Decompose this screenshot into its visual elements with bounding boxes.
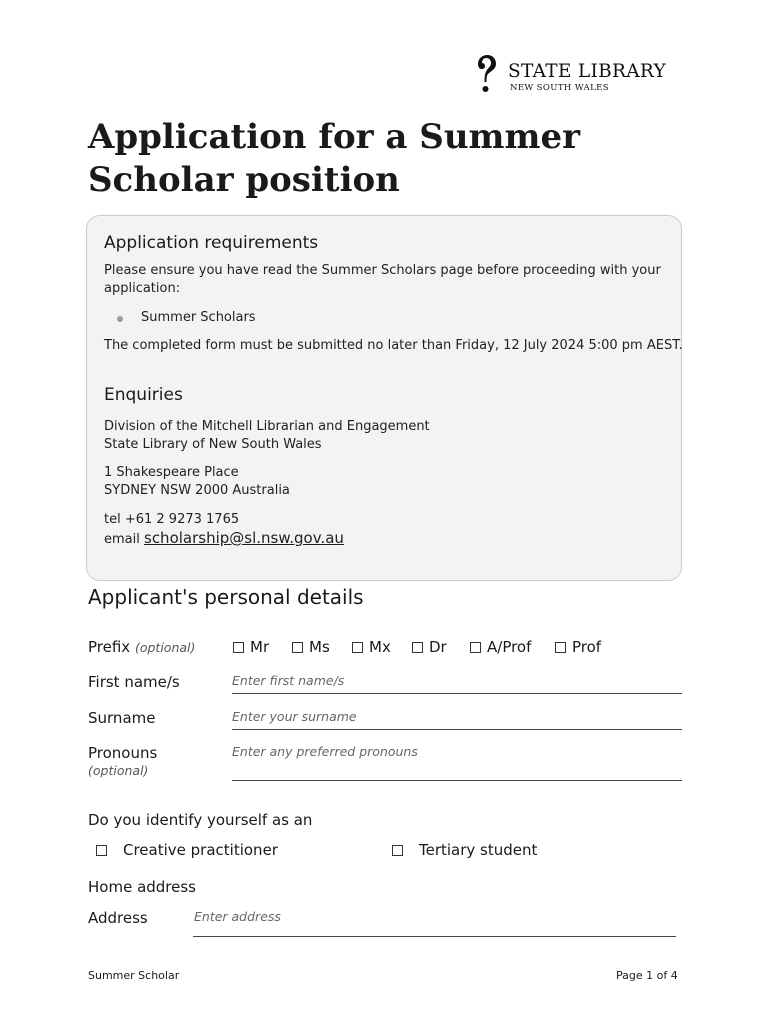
deadline-text: The completed form must be submitted no later than Friday, 12 July 2024 5:00 pm AEST.: [104, 338, 683, 353]
telephone: tel +61 2 9273 1765: [104, 512, 240, 527]
logo-title: STATE LIBRARY: [508, 61, 667, 82]
prefix-label-text: Prefix: [88, 638, 131, 656]
org-line-1: Division of the Mitchell Librarian and Engagement: [104, 419, 430, 434]
email-link[interactable]: scholarship@sl.nsw.gov.au: [144, 529, 344, 547]
prefix-dr-checkbox[interactable]: [412, 638, 447, 656]
home-address-heading: Home address: [88, 878, 196, 896]
prefix-optional: (optional): [134, 640, 196, 655]
prefix-aprof-checkbox[interactable]: [470, 638, 531, 656]
checkbox-icon: [392, 845, 403, 856]
prefix-mx-label: Mx: [369, 638, 391, 656]
logo-subtitle: NEW SOUTH WALES: [510, 83, 609, 93]
surname-input[interactable]: [232, 708, 682, 730]
creative-practitioner-label: Creative practitioner: [123, 841, 278, 859]
checkbox-icon: [470, 642, 481, 653]
address-input[interactable]: [193, 904, 676, 937]
prefix-ms-label: Ms: [309, 638, 330, 656]
pronouns-input[interactable]: [232, 742, 682, 781]
checkbox-icon: [412, 642, 423, 653]
prefix-prof-checkbox[interactable]: [555, 638, 601, 656]
first-name-label: First name/s: [88, 673, 180, 691]
checkbox-icon: [352, 642, 363, 653]
address-line-1: 1 Shakespeare Place: [104, 465, 239, 480]
bullet-icon: [117, 316, 123, 322]
address-placeholder: Enter address: [194, 909, 281, 924]
checkbox-icon: [292, 642, 303, 653]
requirements-intro: Please ensure you have read the Summer Scholars page before proceeding with your application:: [104, 263, 661, 296]
checkbox-icon: [233, 642, 244, 653]
pronouns-placeholder: Enter any preferred pronouns: [232, 744, 418, 759]
org-line-2: State Library of New South Wales: [104, 437, 322, 452]
pronouns-label: Pronouns: [88, 744, 158, 762]
prefix-prof-label: Prof: [572, 638, 602, 656]
page-number: Page 1 of 4: [616, 969, 678, 982]
prefix-mr-checkbox[interactable]: [233, 638, 269, 656]
address-line-2: SYDNEY NSW 2000 Australia: [104, 483, 290, 498]
email-line: [104, 529, 684, 549]
first-name-placeholder: Enter first name/s: [232, 673, 345, 688]
email-label: email: [104, 532, 140, 547]
state-library-logo: [474, 55, 684, 95]
tertiary-student-label: Tertiary student: [419, 841, 538, 859]
prefix-ms-checkbox[interactable]: [292, 638, 330, 656]
first-name-input[interactable]: [232, 672, 682, 694]
surname-label: Surname: [88, 709, 156, 727]
footer-title: Summer Scholar: [88, 969, 180, 982]
page-title: Application for a Summer Scholar position: [88, 117, 581, 200]
pronouns-optional: (optional): [88, 763, 149, 778]
requirements-heading: Application requirements: [104, 233, 319, 253]
identify-question: Do you identify yourself as an: [88, 811, 313, 829]
surname-placeholder: Enter your surname: [232, 709, 357, 724]
prefix-label: [88, 638, 195, 656]
library-logo-icon: [474, 55, 498, 93]
personal-details-heading: Applicant's personal details: [88, 585, 364, 609]
requirements-panel: [86, 215, 682, 581]
creative-practitioner-checkbox[interactable]: [96, 841, 278, 859]
checkbox-icon: [96, 845, 107, 856]
enquiries-heading: Enquiries: [104, 385, 183, 405]
summer-scholars-link[interactable]: Summer Scholars: [141, 310, 256, 325]
checkbox-icon: [555, 642, 566, 653]
prefix-mr-label: Mr: [250, 638, 270, 656]
address-label: Address: [88, 909, 148, 927]
tertiary-student-checkbox[interactable]: [392, 841, 537, 859]
prefix-dr-label: Dr: [429, 638, 447, 656]
prefix-aprof-label: A/Prof: [487, 638, 532, 656]
prefix-mx-checkbox[interactable]: [352, 638, 391, 656]
